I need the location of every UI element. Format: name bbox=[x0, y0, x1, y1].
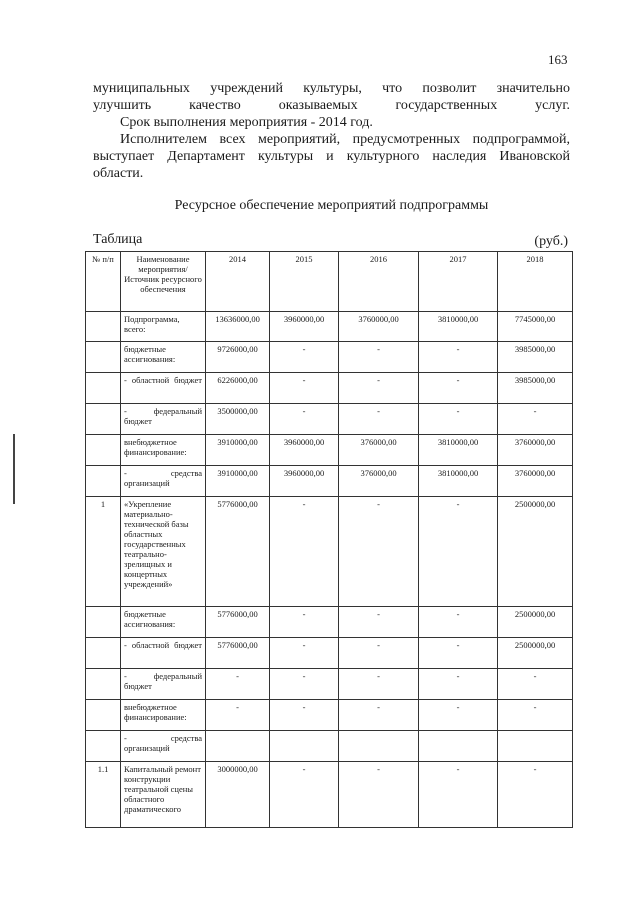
paragraph-line: области. bbox=[93, 166, 144, 181]
row-name: - областной бюджет bbox=[121, 373, 206, 404]
value-2018: 2500000,00 bbox=[498, 638, 573, 669]
value-2014: 5776000,00 bbox=[206, 607, 270, 638]
value-2014: - bbox=[206, 669, 270, 700]
value-2018: 3760000,00 bbox=[498, 466, 573, 497]
row-number bbox=[86, 373, 121, 404]
value-2015: - bbox=[270, 373, 339, 404]
paragraph-1 bbox=[93, 80, 570, 114]
row-number bbox=[86, 607, 121, 638]
row-name: - средства организаций bbox=[121, 731, 206, 762]
value-2017: - bbox=[419, 342, 498, 373]
row-number bbox=[86, 342, 121, 373]
value-2018: 3985000,00 bbox=[498, 373, 573, 404]
table-row bbox=[86, 669, 573, 700]
table-row bbox=[86, 373, 573, 404]
value-2018: 7745000,00 bbox=[498, 312, 573, 342]
currency-label: (руб.) bbox=[534, 234, 568, 249]
value-2017: - bbox=[419, 607, 498, 638]
value-2017: 3810000,00 bbox=[419, 466, 498, 497]
table-row bbox=[86, 700, 573, 731]
value-2018 bbox=[498, 731, 573, 762]
paragraph-2: Срок выполнения мероприятия - 2014 год. bbox=[120, 115, 373, 130]
table-row bbox=[86, 762, 573, 828]
table-label: Таблица bbox=[93, 232, 143, 247]
value-2016: 376000,00 bbox=[339, 435, 419, 466]
value-2018: - bbox=[498, 762, 573, 828]
header-2016: 2016 bbox=[339, 252, 419, 312]
table-row bbox=[86, 607, 573, 638]
value-2015: 3960000,00 bbox=[270, 435, 339, 466]
table-row bbox=[86, 497, 573, 607]
value-2014: 6226000,00 bbox=[206, 373, 270, 404]
value-2015: - bbox=[270, 607, 339, 638]
header-2014: 2014 bbox=[206, 252, 270, 312]
value-2014: 9726000,00 bbox=[206, 342, 270, 373]
header-2015: 2015 bbox=[270, 252, 339, 312]
header-name: Наименование мероприятия/ Источник ресурсного обеспечения bbox=[121, 252, 206, 312]
value-2015: 3960000,00 bbox=[270, 312, 339, 342]
paragraph-line: выступает Департамент культуры и культурного наследия Ивановской bbox=[93, 149, 570, 164]
value-2018: 3985000,00 bbox=[498, 342, 573, 373]
value-2014: 3910000,00 bbox=[206, 466, 270, 497]
value-2016: 376000,00 bbox=[339, 466, 419, 497]
value-2016: - bbox=[339, 342, 419, 373]
value-2016: - bbox=[339, 669, 419, 700]
table-row bbox=[86, 312, 573, 342]
value-2016: - bbox=[339, 607, 419, 638]
value-2018: - bbox=[498, 669, 573, 700]
value-2017: - bbox=[419, 762, 498, 828]
value-2017: - bbox=[419, 638, 498, 669]
row-name: - областной бюджет bbox=[121, 638, 206, 669]
paragraph-3 bbox=[93, 131, 570, 182]
value-2017: - bbox=[419, 373, 498, 404]
header-2018: 2018 bbox=[498, 252, 573, 312]
row-name: бюджетные ассигнования: bbox=[121, 342, 206, 373]
paragraph-line: муниципальных учреждений культуры, что позволит значительно bbox=[93, 81, 570, 96]
value-2015: - bbox=[270, 762, 339, 828]
row-name: Капитальный ремонт конструкции театральной сцены областного драматического bbox=[121, 762, 206, 828]
value-2014: 13636000,00 bbox=[206, 312, 270, 342]
value-2015 bbox=[270, 731, 339, 762]
value-2017 bbox=[419, 731, 498, 762]
header-num: № п/п bbox=[86, 252, 121, 312]
value-2015: - bbox=[270, 669, 339, 700]
value-2017: 3810000,00 bbox=[419, 312, 498, 342]
value-2016: - bbox=[339, 373, 419, 404]
value-2017: - bbox=[419, 497, 498, 607]
header-2017: 2017 bbox=[419, 252, 498, 312]
value-2014: 5776000,00 bbox=[206, 497, 270, 607]
value-2018: 2500000,00 bbox=[498, 607, 573, 638]
paragraph-line: Исполнителем всех мероприятий, предусмотренных подпрограммой, bbox=[120, 132, 570, 147]
value-2016: - bbox=[339, 497, 419, 607]
row-name: внебюджетное финансирование: bbox=[121, 435, 206, 466]
value-2016: - bbox=[339, 404, 419, 435]
value-2017: - bbox=[419, 404, 498, 435]
value-2014 bbox=[206, 731, 270, 762]
paragraph-line: улучшить качество оказываемых государственных услуг. bbox=[93, 98, 570, 113]
table-row bbox=[86, 342, 573, 373]
table-row bbox=[86, 404, 573, 435]
page-number: 163 bbox=[548, 52, 568, 67]
table-header-row bbox=[86, 252, 573, 312]
row-number bbox=[86, 638, 121, 669]
row-number bbox=[86, 466, 121, 497]
value-2018: - bbox=[498, 404, 573, 435]
row-name: бюджетные ассигнования: bbox=[121, 607, 206, 638]
row-number bbox=[86, 404, 121, 435]
value-2016 bbox=[339, 731, 419, 762]
value-2014: 3500000,00 bbox=[206, 404, 270, 435]
value-2015: - bbox=[270, 638, 339, 669]
value-2016: - bbox=[339, 700, 419, 731]
value-2015: - bbox=[270, 342, 339, 373]
row-number bbox=[86, 669, 121, 700]
row-number bbox=[86, 435, 121, 466]
value-2015: - bbox=[270, 404, 339, 435]
section-title: Ресурсное обеспечение мероприятий подпрограммы bbox=[174, 198, 489, 213]
row-name: «Укрепление материально-технической базы областных государственных театрально-зрелищных и концертных учреждений» bbox=[121, 497, 206, 607]
margin-mark bbox=[13, 434, 15, 504]
table-row bbox=[86, 731, 573, 762]
row-number: 1.1 bbox=[86, 762, 121, 828]
row-name: - федеральный бюджет bbox=[121, 404, 206, 435]
value-2015: - bbox=[270, 700, 339, 731]
value-2015: 3960000,00 bbox=[270, 466, 339, 497]
row-name: внебюджетное финансирование: bbox=[121, 700, 206, 731]
row-number bbox=[86, 700, 121, 731]
value-2016: - bbox=[339, 762, 419, 828]
table-row bbox=[86, 466, 573, 497]
value-2018: 3760000,00 bbox=[498, 435, 573, 466]
value-2014: 5776000,00 bbox=[206, 638, 270, 669]
value-2014: 3910000,00 bbox=[206, 435, 270, 466]
value-2016: 3760000,00 bbox=[339, 312, 419, 342]
row-number: 1 bbox=[86, 497, 121, 607]
table-row bbox=[86, 638, 573, 669]
row-name: Подпрограмма, всего: bbox=[121, 312, 206, 342]
value-2017: 3810000,00 bbox=[419, 435, 498, 466]
value-2014: - bbox=[206, 700, 270, 731]
row-number bbox=[86, 312, 121, 342]
value-2015: - bbox=[270, 497, 339, 607]
resource-table bbox=[85, 251, 573, 828]
value-2018: 2500000,00 bbox=[498, 497, 573, 607]
value-2018: - bbox=[498, 700, 573, 731]
value-2016: - bbox=[339, 638, 419, 669]
value-2017: - bbox=[419, 669, 498, 700]
value-2017: - bbox=[419, 700, 498, 731]
row-name: - средства организаций bbox=[121, 466, 206, 497]
row-name: - федеральный бюджет bbox=[121, 669, 206, 700]
row-number bbox=[86, 731, 121, 762]
value-2014: 3000000,00 bbox=[206, 762, 270, 828]
table-row bbox=[86, 435, 573, 466]
